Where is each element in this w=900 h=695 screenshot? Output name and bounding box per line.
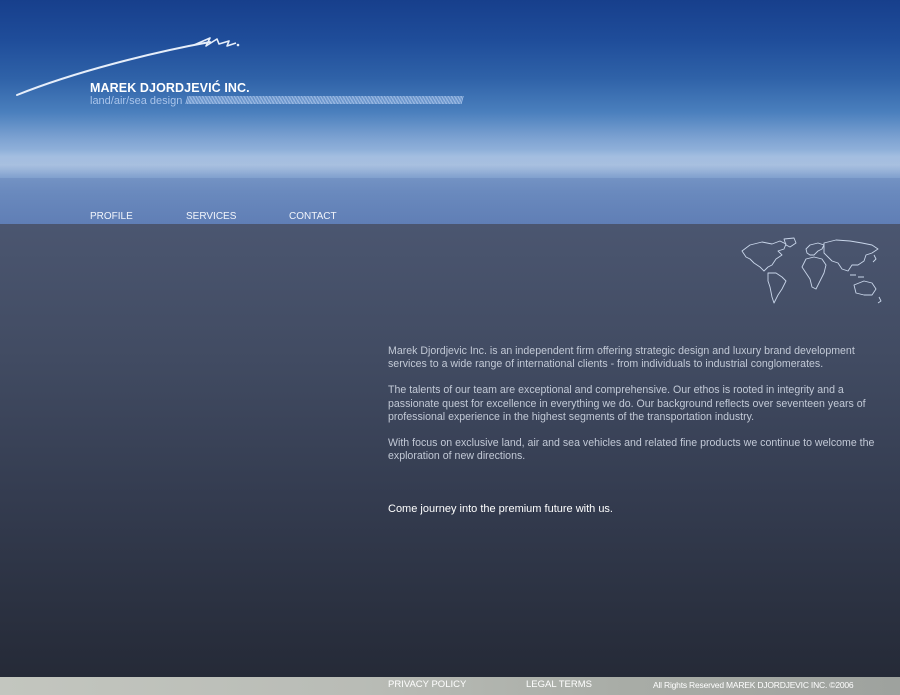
footer [0, 677, 900, 695]
main-nav [90, 211, 349, 222]
copyright-text: All Rights Reserved MAREK DJORDJEVIC INC. ©2006 [653, 680, 854, 690]
horizon-haze [0, 150, 900, 180]
legal-terms-link[interactable]: LEGAL TERMS [526, 679, 592, 690]
tagline-slashes: ////////////////////////////////////////////////////////////////////////////////////////////////////////////////////////////////////////////////////////////////////////////////////////////// [185, 95, 463, 107]
intro-paragraph-2: The talents of our team are exceptional and comprehensive. Our ethos is rooted in integrity and a passionate quest for excellence in everything we do. Our background reflects over seventeen years of professional experience in the highest segments of the transportation industry. [388, 384, 866, 423]
nav-services[interactable]: SERVICES [186, 211, 237, 222]
cta-text: Come journey into the premium future with us. [388, 503, 613, 516]
privacy-policy-link[interactable]: PRIVACY POLICY [388, 679, 467, 690]
tagline-text: land/air/sea design [90, 95, 183, 107]
world-map-icon [740, 237, 884, 307]
nav-profile[interactable]: PROFILE [90, 211, 133, 222]
header-sky-banner [0, 0, 900, 224]
tagline [90, 95, 885, 107]
nav-contact[interactable]: CONTACT [289, 211, 337, 222]
company-name: MAREK DJORDJEVIĆ INC. [90, 81, 250, 95]
intro-paragraph-1: Marek Djordjevic Inc. is an independent firm offering strategic design and luxury brand development services to a wide range of international clients - from individuals to industrial conglomerates. [388, 345, 855, 371]
intro-paragraph-3: With focus on exclusive land, air and sea vehicles and related fine products we continue to welcome the exploration of new directions. [388, 437, 875, 463]
intro-text [388, 345, 888, 530]
